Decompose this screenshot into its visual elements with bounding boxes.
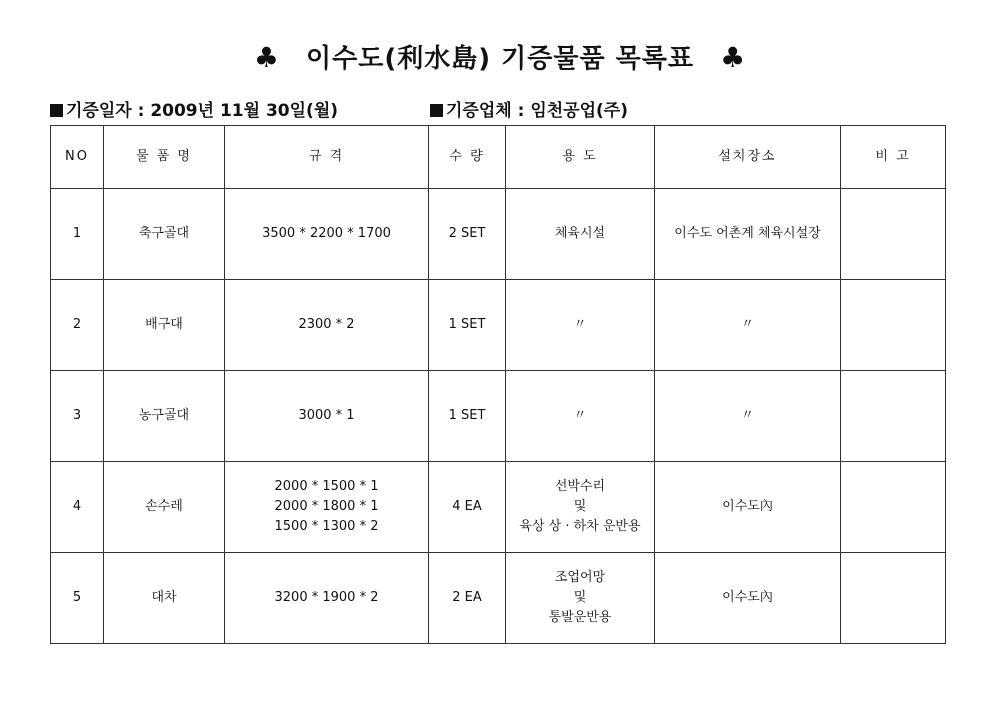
header-no: NO (51, 126, 104, 189)
title-text: 이수도(利水島) 기증물품 목록표 (305, 44, 695, 74)
cell-qty: 2 EA (429, 553, 506, 644)
cell-place: 〃 (655, 280, 841, 371)
cell-qty: 1 SET (429, 371, 506, 462)
cell-use-line: 조업어망 (554, 570, 606, 585)
cell-item: 축구골대 (104, 189, 225, 280)
table-header-row (51, 126, 946, 189)
cell-use-line: 통발운반용 (548, 610, 612, 625)
cell-spec (225, 462, 429, 553)
donor-company-text: 기증업체 : 임천공업(주) (446, 101, 628, 121)
cell-spec (225, 189, 429, 280)
page-title (0, 38, 1000, 75)
cell-note (841, 553, 946, 644)
square-bullet-icon (430, 104, 443, 117)
table-row (51, 462, 946, 553)
cell-no: 5 (51, 553, 104, 644)
cell-place: 〃 (655, 371, 841, 462)
cell-spec-line: 2000 * 1500 * 1 (274, 479, 379, 494)
cell-item: 손수레 (104, 462, 225, 553)
cell-note (841, 462, 946, 553)
donation-date (50, 96, 338, 121)
square-bullet-icon (50, 104, 63, 117)
cell-place: 이수도 어촌계 체육시설장 (655, 189, 841, 280)
cell-item: 배구대 (104, 280, 225, 371)
cell-qty: 2 SET (429, 189, 506, 280)
cell-place: 이수도內 (655, 462, 841, 553)
cell-no: 4 (51, 462, 104, 553)
cell-spec (225, 371, 429, 462)
header-spec: 규 격 (225, 126, 429, 189)
cell-spec-line: 1500 * 1300 * 2 (274, 519, 379, 534)
cell-note (841, 189, 946, 280)
cell-note (841, 280, 946, 371)
cell-no: 2 (51, 280, 104, 371)
cell-item: 농구골대 (104, 371, 225, 462)
header-place: 설치장소 (655, 126, 841, 189)
header-note: 비 고 (841, 126, 946, 189)
cell-spec (225, 280, 429, 371)
cell-use (506, 280, 655, 371)
table-row (51, 371, 946, 462)
cell-use (506, 462, 655, 553)
cell-spec-line: 2300 * 2 (298, 317, 355, 332)
cell-spec-line: 3200 * 1900 * 2 (274, 590, 379, 605)
club-icon: ♣ (720, 41, 747, 74)
cell-use-line: 및 (573, 590, 587, 605)
cell-qty: 1 SET (429, 280, 506, 371)
cell-no: 1 (51, 189, 104, 280)
cell-use (506, 371, 655, 462)
cell-use-line: 〃 (573, 317, 587, 332)
club-icon: ♣ (253, 41, 280, 74)
cell-no: 3 (51, 371, 104, 462)
header-qty: 수 량 (429, 126, 506, 189)
cell-use (506, 189, 655, 280)
cell-spec-line: 3000 * 1 (298, 408, 355, 423)
cell-use-line: 〃 (573, 408, 587, 423)
cell-note (841, 371, 946, 462)
cell-spec (225, 553, 429, 644)
donation-table (50, 125, 946, 644)
cell-item: 대차 (104, 553, 225, 644)
header-item: 물 품 명 (104, 126, 225, 189)
header-use: 용 도 (506, 126, 655, 189)
cell-spec-line: 2000 * 1800 * 1 (274, 499, 379, 514)
cell-qty: 4 EA (429, 462, 506, 553)
table-row (51, 189, 946, 280)
cell-spec-line: 3500 * 2200 * 1700 (262, 226, 391, 241)
donation-date-text: 기증일자 : 2009년 11월 30일(월) (66, 101, 339, 121)
donor-company (430, 96, 628, 121)
cell-place: 이수도內 (655, 553, 841, 644)
table-row (51, 553, 946, 644)
cell-use-line: 및 (573, 499, 587, 514)
cell-use-line: 체육시설 (554, 226, 606, 241)
cell-use (506, 553, 655, 644)
cell-use-line: 육상 상 · 하차 운반용 (519, 519, 641, 534)
table-row (51, 280, 946, 371)
cell-use-line: 선박수리 (554, 479, 606, 494)
